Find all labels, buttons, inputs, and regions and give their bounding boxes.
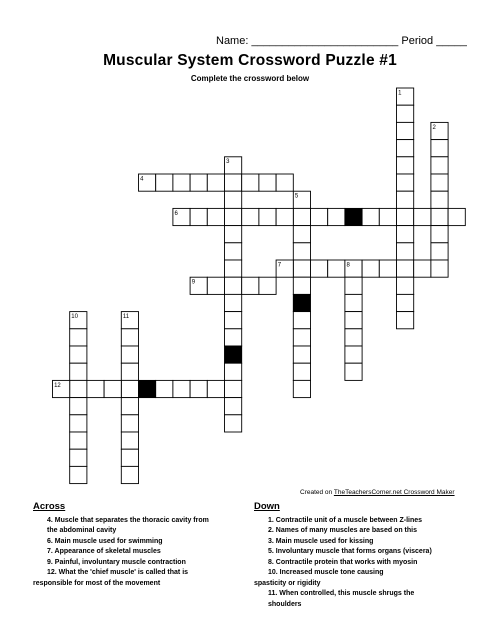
grid-cell[interactable]	[431, 157, 448, 174]
grid-cell[interactable]	[225, 226, 242, 243]
grid-cell[interactable]	[225, 294, 242, 311]
clue-number-1: 1	[398, 90, 402, 97]
grid-cell[interactable]	[397, 312, 414, 329]
grid-cell[interactable]	[293, 260, 310, 277]
grid-cell[interactable]	[121, 329, 138, 346]
grid-cell[interactable]	[293, 346, 310, 363]
grid-cell[interactable]	[190, 174, 207, 191]
grid-cell[interactable]	[121, 415, 138, 432]
grid-cell[interactable]	[431, 226, 448, 243]
grid-cell[interactable]	[70, 346, 87, 363]
grid-cell[interactable]	[293, 380, 310, 397]
grid-cell[interactable]	[431, 243, 448, 260]
grid-cell[interactable]	[293, 243, 310, 260]
clue-down-1: 1. Contractile unit of a muscle between Z-lines	[268, 516, 423, 524]
grid-cell[interactable]	[259, 277, 276, 294]
clue-number-9: 9	[191, 279, 196, 286]
grid-cell[interactable]	[397, 277, 414, 294]
grid-cell[interactable]	[121, 449, 138, 466]
clue-down-5: 5. Involuntary muscle that forms organs (viscera)	[268, 548, 432, 555]
black-cell	[139, 380, 156, 397]
grid-cell[interactable]	[225, 174, 242, 191]
grid-cell[interactable]	[345, 329, 362, 346]
grid-cell[interactable]	[121, 398, 138, 415]
across-heading: Across	[33, 501, 66, 512]
grid-cell[interactable]	[293, 277, 310, 294]
grid-cell[interactable]	[242, 208, 259, 225]
grid-cell[interactable]	[259, 174, 276, 191]
grid-cell[interactable]	[259, 208, 276, 225]
grid-cell[interactable]	[293, 329, 310, 346]
grid-cell[interactable]	[431, 140, 448, 157]
grid-cell[interactable]	[345, 346, 362, 363]
grid-cell[interactable]	[379, 260, 396, 277]
clue-number-10: 10	[71, 314, 78, 320]
grid-cell[interactable]	[70, 449, 87, 466]
credit-line	[300, 489, 455, 496]
grid-cell[interactable]	[173, 380, 190, 397]
clue-down-10: 10. Increased muscle tone causing spasticity or rigidity	[254, 569, 384, 587]
grid-cell[interactable]	[448, 208, 465, 225]
grid-cell[interactable]	[362, 208, 379, 225]
grid-cell[interactable]	[293, 363, 310, 380]
grid-cell[interactable]	[431, 191, 448, 208]
grid-cell[interactable]	[225, 208, 242, 225]
grid-cell[interactable]	[345, 312, 362, 329]
grid-cell[interactable]	[70, 415, 87, 432]
grid-cell[interactable]	[397, 260, 414, 277]
grid-cell[interactable]	[207, 277, 224, 294]
grid-cell[interactable]	[414, 208, 431, 225]
grid-cell[interactable]	[397, 157, 414, 174]
grid-cell[interactable]	[225, 363, 242, 380]
grid-cell[interactable]	[121, 346, 138, 363]
clue-number-11: 11	[122, 314, 130, 320]
clue-down-3: 3. Main muscle used for kissing	[268, 537, 374, 545]
grid-cell[interactable]	[87, 380, 104, 397]
grid-cell[interactable]	[276, 208, 293, 225]
grid-cell[interactable]	[397, 122, 414, 139]
clue-number-2: 2	[432, 124, 436, 131]
clue-number-7: 7	[277, 262, 282, 269]
across-clues	[33, 502, 273, 589]
grid-cell[interactable]	[173, 174, 190, 191]
grid-cell[interactable]	[225, 329, 242, 346]
page-title: Muscular System Crossword Puzzle #1	[103, 52, 397, 69]
clue-across-6: 6. Main muscle used for swimming	[47, 537, 163, 545]
grid-cell[interactable]	[362, 260, 379, 277]
grid-cell[interactable]	[121, 363, 138, 380]
grid-cell[interactable]	[397, 140, 414, 157]
grid-cell[interactable]	[345, 363, 362, 380]
grid-cell[interactable]	[207, 174, 224, 191]
grid-cell[interactable]	[225, 312, 242, 329]
grid-cell[interactable]	[397, 243, 414, 260]
grid-cell[interactable]	[379, 208, 396, 225]
grid-cell[interactable]	[397, 105, 414, 122]
grid-cell[interactable]	[70, 398, 87, 415]
grid-cell[interactable]	[397, 226, 414, 243]
clue-across-4: 4. Muscle that separates the thoracic cavity from the abdominal cavity	[47, 516, 209, 534]
grid-cell[interactable]	[121, 380, 138, 397]
clue-down-11: 11. When controlled, this muscle shrugs the shoulders	[268, 590, 415, 608]
grid-cell[interactable]	[397, 294, 414, 311]
period-blank[interactable]: _____	[436, 35, 467, 47]
clue-number-4: 4	[140, 176, 144, 183]
grid-cell[interactable]	[225, 260, 242, 277]
grid-cell[interactable]	[207, 208, 224, 225]
grid-cell[interactable]	[225, 191, 242, 208]
grid-cell[interactable]	[70, 432, 87, 449]
credit-link[interactable]: TheTeachersCorner.net Crossword Maker	[333, 489, 455, 496]
grid-cell[interactable]	[431, 174, 448, 191]
clue-down-8: 8. Contractile protein that works with myosin	[268, 558, 418, 566]
grid-cell[interactable]	[328, 260, 345, 277]
clue-across-12: 12. What the 'chief muscle' is called that is responsible for most of the movement	[33, 569, 189, 587]
grid-cell[interactable]	[242, 277, 259, 294]
grid-cell[interactable]	[190, 208, 207, 225]
grid-cell[interactable]	[225, 380, 242, 397]
grid-cell[interactable]	[242, 174, 259, 191]
name-label: Name:	[216, 35, 249, 47]
grid-cell[interactable]	[225, 243, 242, 260]
period-label: Period	[401, 35, 434, 47]
clue-number-3: 3	[226, 159, 230, 166]
grid-cell[interactable]	[70, 329, 87, 346]
grid-cell[interactable]	[70, 466, 87, 483]
grid-cell[interactable]	[156, 380, 173, 397]
grid-cell[interactable]	[121, 466, 138, 483]
grid-cell[interactable]	[104, 380, 121, 397]
down-clues	[254, 502, 479, 610]
grid-cell[interactable]	[311, 208, 328, 225]
grid-cell[interactable]	[328, 208, 345, 225]
grid-cell[interactable]	[397, 174, 414, 191]
grid-cell[interactable]	[311, 260, 328, 277]
grid-cell[interactable]	[70, 380, 87, 397]
grid-cell[interactable]	[431, 260, 448, 277]
instructions: Complete the crossword below	[190, 74, 310, 83]
grid-cell[interactable]	[414, 260, 431, 277]
clue-number-12: 12	[54, 382, 61, 389]
clue-across-7: 7. Appearance of skeletal muscles	[47, 548, 161, 555]
grid-cell[interactable]	[190, 380, 207, 397]
grid-cell[interactable]	[345, 277, 362, 294]
grid-cell[interactable]	[156, 174, 173, 191]
name-blank[interactable]: ________________________	[251, 35, 399, 47]
down-heading: Down	[254, 501, 280, 512]
grid-cell[interactable]	[397, 191, 414, 208]
grid-cell[interactable]	[293, 312, 310, 329]
grid-cell[interactable]	[345, 294, 362, 311]
grid-cell[interactable]	[276, 174, 293, 191]
grid-cell[interactable]	[70, 363, 87, 380]
clue-number-6: 6	[174, 210, 178, 217]
grid-cell[interactable]	[207, 380, 224, 397]
grid-cell[interactable]	[293, 226, 310, 243]
black-cell	[225, 346, 242, 363]
clue-number-5: 5	[294, 193, 299, 200]
black-cell	[345, 208, 362, 225]
clue-number-8: 8	[346, 262, 350, 269]
clue-down-2: 2. Names of many muscles are based on this	[268, 527, 418, 534]
grid-cell[interactable]	[293, 208, 310, 225]
grid-cell[interactable]	[225, 277, 242, 294]
black-cell	[293, 294, 310, 311]
grid-cell[interactable]	[431, 208, 448, 225]
clue-across-9: 9. Painful, involuntary muscle contraction	[47, 558, 186, 566]
grid-cell[interactable]	[225, 415, 242, 432]
grid-cell[interactable]	[225, 398, 242, 415]
grid-cell[interactable]	[121, 432, 138, 449]
grid-cell[interactable]	[397, 208, 414, 225]
credit-prefix: Created on	[300, 489, 333, 496]
